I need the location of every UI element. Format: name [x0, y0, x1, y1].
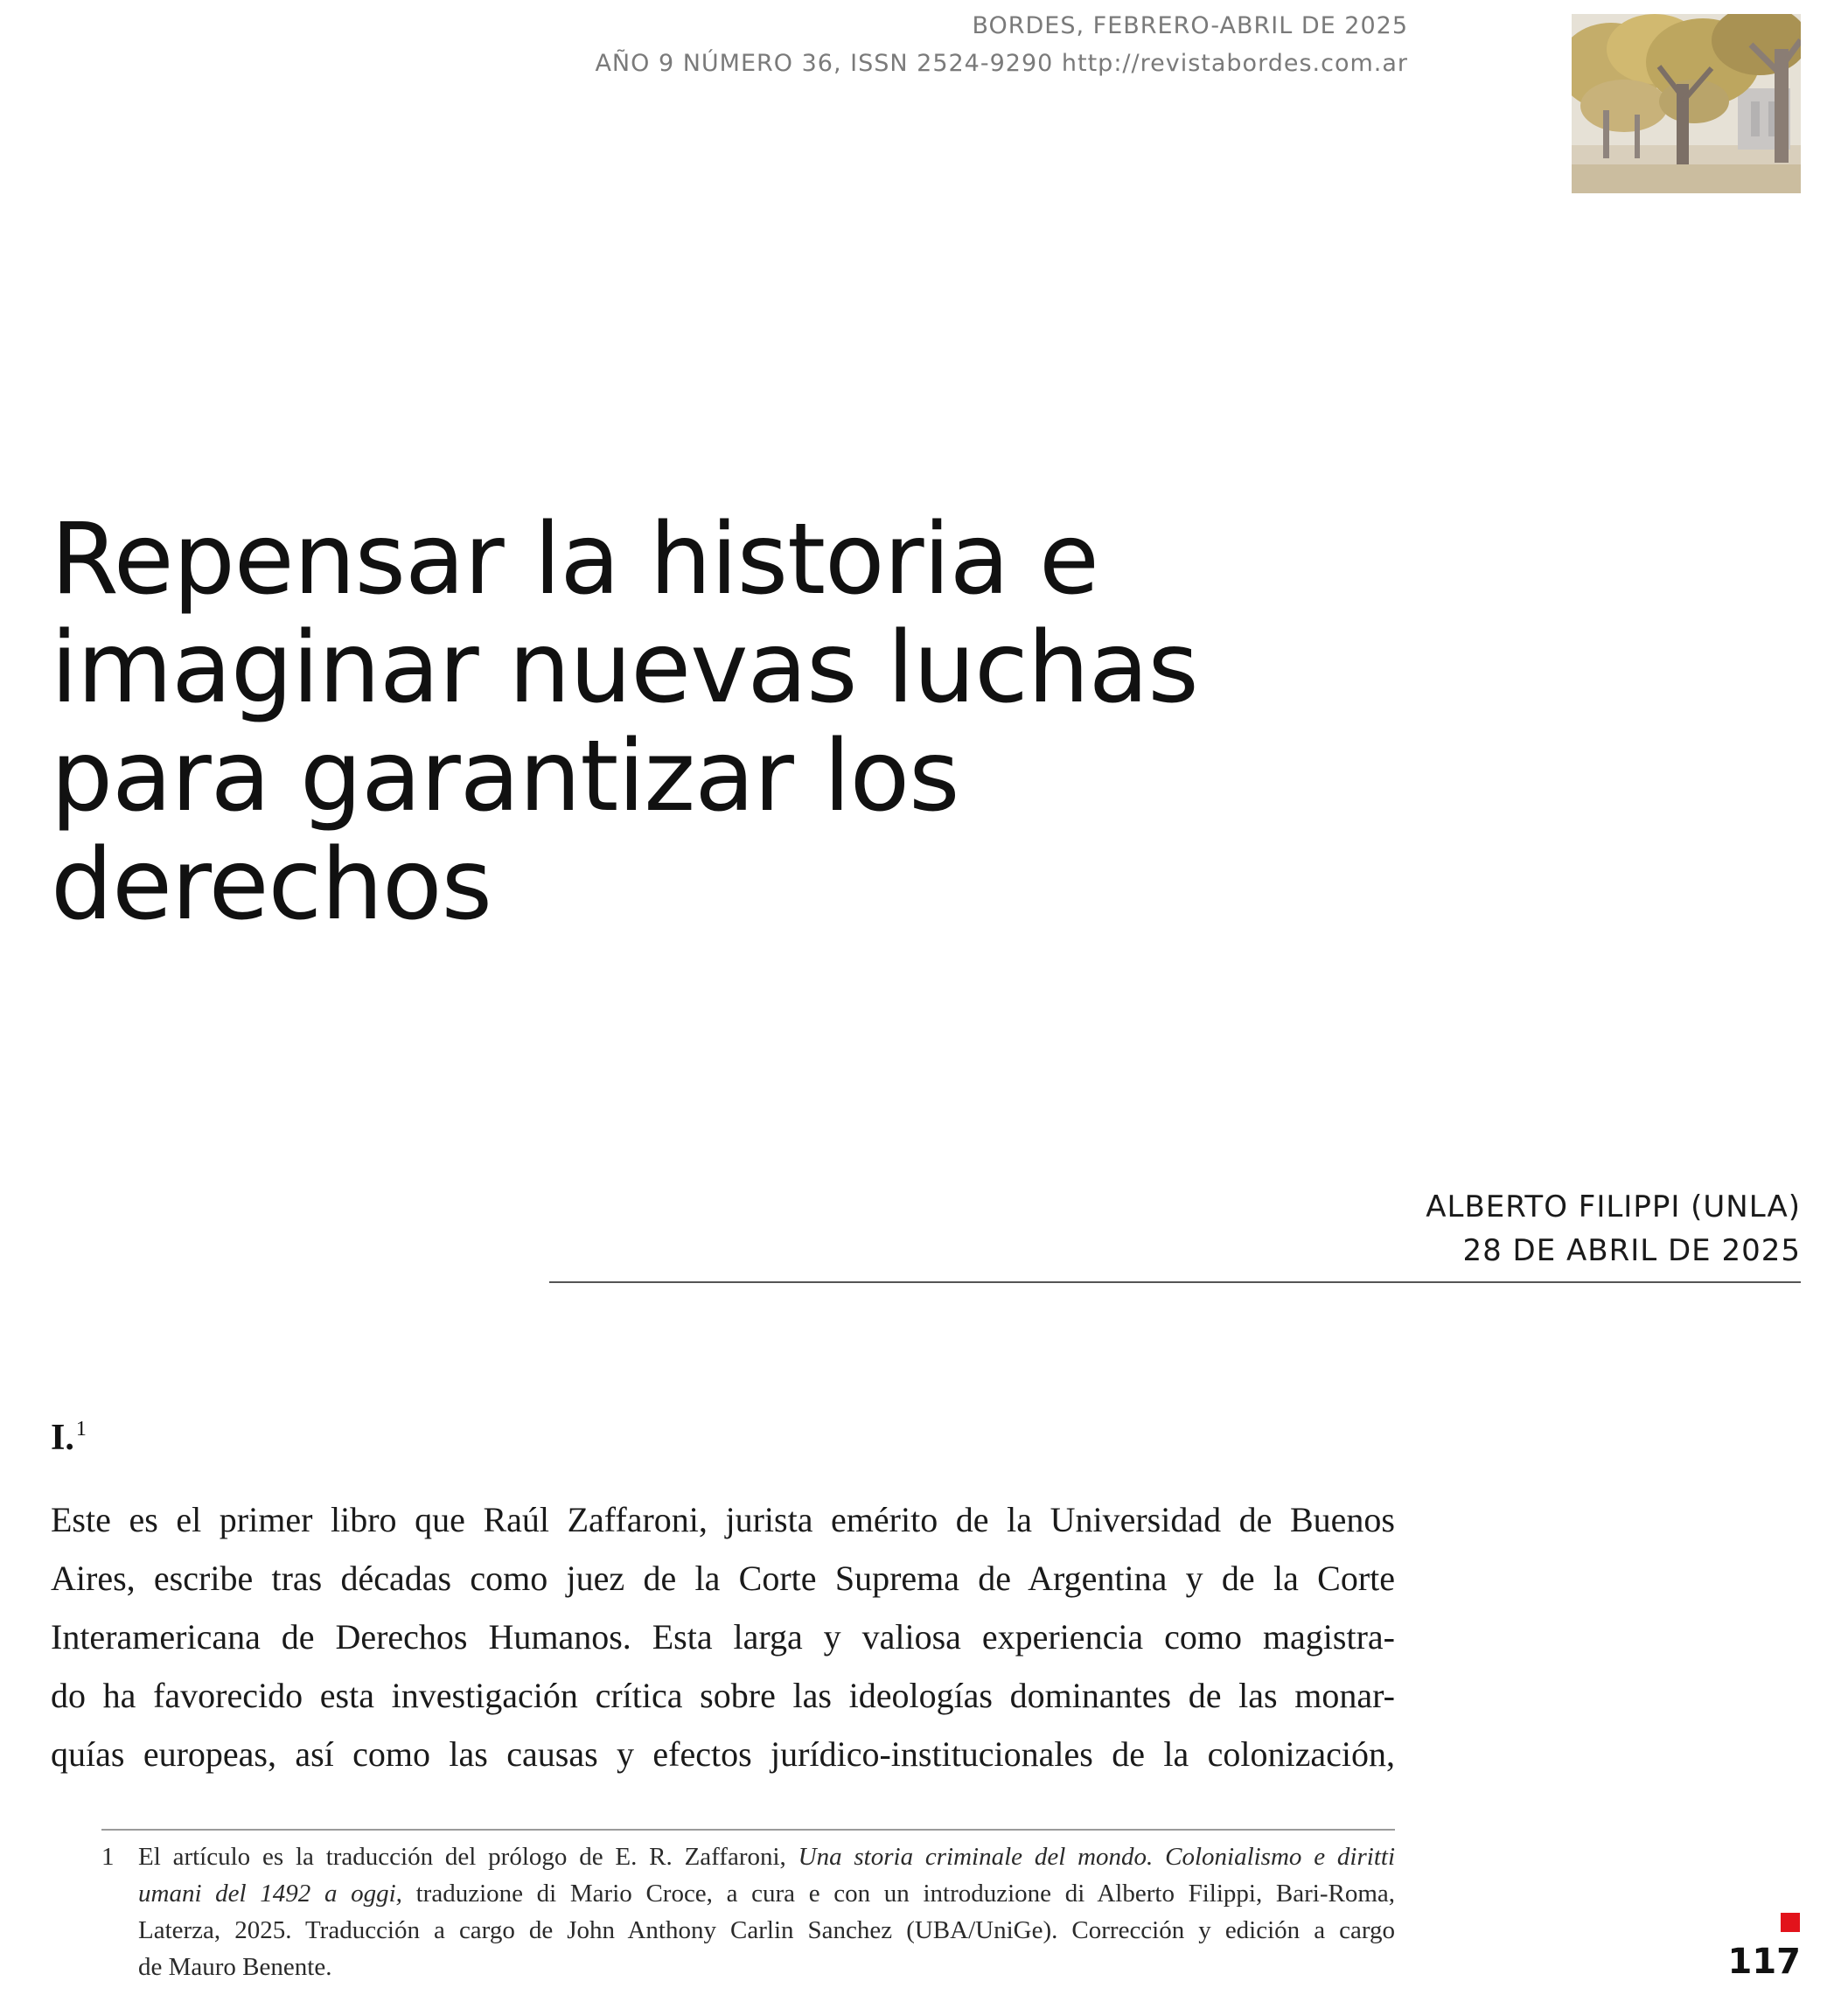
book-title-italic-cont: umani del 1492 a oggi, [138, 1880, 402, 1908]
title-line-4: derechos [51, 828, 492, 942]
red-square-marker [1781, 1913, 1800, 1932]
footnote-line-1: El artículo es la traducción del prólogo de E. R. Zaffaroni, Una storia criminale del mondo. Colonialismo e diritti [138, 1843, 1395, 1871]
header-photo-trees [1572, 14, 1801, 193]
footnote-number: 1 [101, 1843, 115, 1871]
article-title [51, 503, 1293, 942]
journal-header [595, 7, 1408, 82]
byline-divider [549, 1281, 1801, 1283]
footnote-reference-link[interactable]: 1 [75, 1418, 87, 1440]
footnote-line-2: umani del 1492 a oggi, traduzione di Mario Croce, a cura e con un introduzione di Alberto Filippi, Bari-Roma, [138, 1880, 1395, 1908]
title-line-1: Repensar la historia e [51, 503, 1098, 617]
body-line: Aires, escribe tras décadas como juez de la Corte Suprema de Argentina y de la Corte [51, 1559, 1395, 1598]
footnote-divider [101, 1829, 1395, 1831]
book-title-italic: Una storia criminale del mondo. Colonialismo e diritti [798, 1843, 1395, 1871]
publication-date: 28 DE ABRIL DE 2025 [1462, 1233, 1801, 1268]
section-heading [51, 1417, 87, 1459]
section-number: I. [51, 1418, 74, 1458]
title-line-3: para garantizar los [51, 720, 959, 834]
footnote-text [138, 1838, 1395, 1985]
author-name: ALBERTO FILIPPI (UNLA) [1426, 1189, 1801, 1224]
footnote-line-3: Laterza, 2025. Traducción a cargo de John Anthony Carlin Sanchez (UBA/UniGe). Corrección y edición a cargo [138, 1916, 1395, 1944]
footnote-line-4: de Mauro Benente. [138, 1953, 332, 1981]
body-line: Interamericana de Derechos Humanos. Esta larga y valiosa experiencia como magistra- [51, 1617, 1395, 1657]
page-number: 117 [1727, 1942, 1801, 1982]
body-line: quías europeas, así como las causas y efectos jurídico-institucionales de la colonización, [51, 1734, 1395, 1774]
body-line: do ha favorecido esta investigación crítica sobre las ideologías dominantes de las monar- [51, 1676, 1395, 1715]
journal-volume-issn-url: AÑO 9 NÚMERO 36, ISSN 2524-9290 http://revistabordes.com.ar [595, 50, 1408, 77]
journal-issue-date: BORDES, FEBRERO-ABRIL DE 2025 [972, 12, 1408, 39]
body-paragraph [51, 1490, 1395, 1783]
article-byline [1426, 1185, 1801, 1273]
trees-photo-illustration [1572, 14, 1801, 193]
title-line-2: imaginar nuevas luchas [51, 611, 1198, 725]
body-line: Este es el primer libro que Raúl Zaffaroni, jurista emérito de la Universidad de Buenos [51, 1500, 1395, 1539]
